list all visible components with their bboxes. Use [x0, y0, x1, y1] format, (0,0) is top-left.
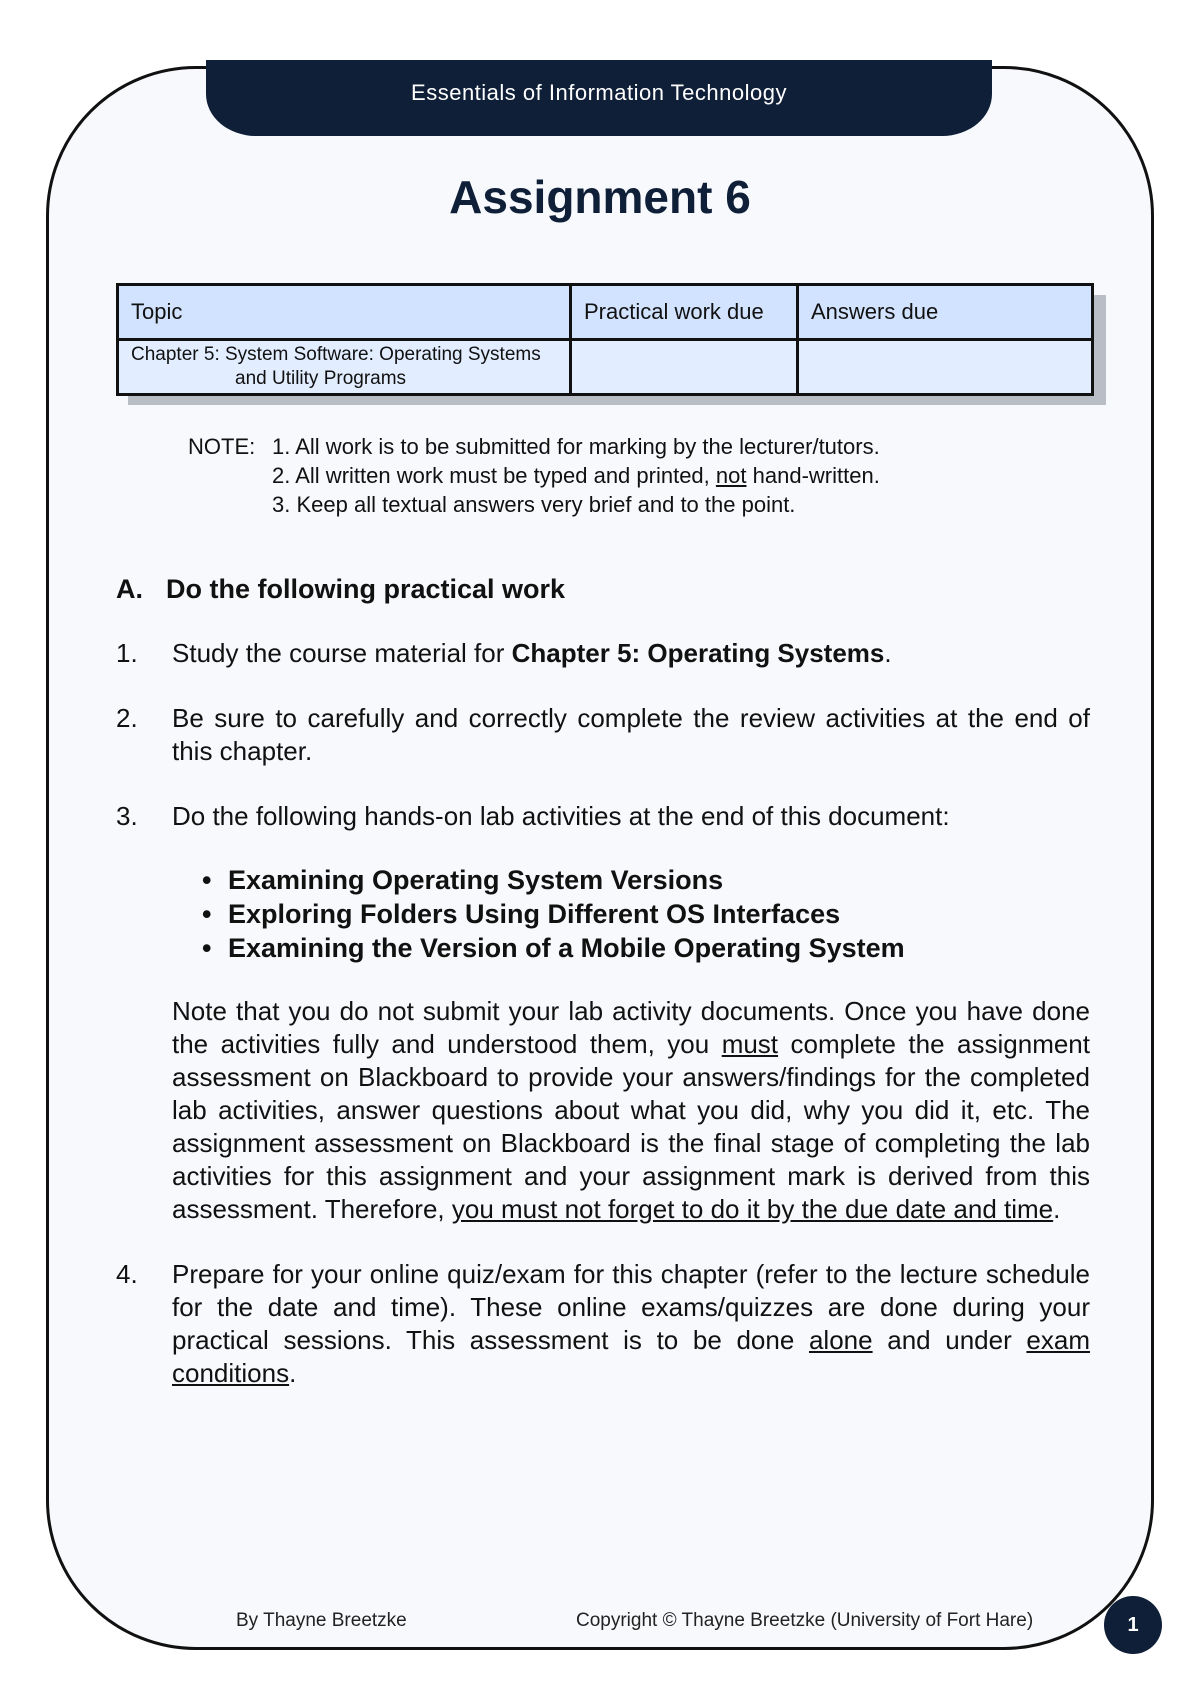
alone-emphasis: alone: [808, 1325, 873, 1355]
must-emphasis: must: [721, 1029, 779, 1059]
table-header-row: [118, 285, 1093, 340]
note-not-emphasis: not: [715, 463, 747, 488]
topic-table: [116, 283, 1094, 396]
answers-due-cell: [798, 340, 1093, 395]
note-label: NOTE:: [188, 434, 256, 459]
practical-due-cell: [571, 340, 798, 395]
footer-author: By Thayne Breetzke: [236, 1610, 407, 1631]
header-practical-due: Practical work due: [571, 285, 798, 340]
page-number-badge: 1: [1104, 1596, 1162, 1654]
header-topic: Topic: [118, 285, 571, 340]
table-row: [118, 340, 1093, 395]
exam-conditions-emphasis: exam conditions: [172, 1325, 1090, 1388]
item-number: 4.: [116, 1259, 138, 1289]
course-title: Essentials of Information Technology: [411, 80, 787, 105]
list-item: [116, 1258, 1090, 1390]
item-number: 2.: [116, 703, 138, 733]
page-title: Assignment 6: [449, 171, 751, 223]
item-2-text: Be sure to carefully and correctly complete the review activities at the end of this chapter.: [172, 703, 1090, 766]
practical-work-list: [116, 637, 1090, 1422]
list-item: [116, 800, 1090, 1226]
topic-table-wrapper: [116, 283, 1094, 393]
lab-activity-item: • Exploring Folders Using Different OS Interfaces: [202, 897, 1090, 931]
list-item: [116, 637, 1090, 670]
lab-activity-item: • Examining Operating System Versions: [202, 863, 1090, 897]
section-heading: [116, 574, 565, 605]
note-item-2: 2. All written work must be typed and printed, not hand-written.: [272, 463, 880, 488]
header-answers-due: Answers due: [798, 285, 1093, 340]
lab-note-paragraph: Note that you do not submit your lab activity documents. Once you have done the activities fully and understood them, you must complete the assignment assessment on Blackboard to provide your answers/findings for the completed lab activities, answer questions about what you did, why you did it, etc. The assignment assessment on Blackboard is the final stage of completing the lab activities for this assignment and your assignment mark is derived from this assessment. Therefore, you must not forget to do it by the due date and time.: [172, 996, 1090, 1224]
note-block: [188, 432, 1088, 519]
item-3-body: [172, 800, 1090, 1226]
item-3-text: Do the following hands-on lab activities at the end of this document:: [172, 801, 950, 831]
item-4-text: Prepare for your online quiz/exam for this chapter (refer to the lecture schedule for the date and time). These online exams/quizzes are done during your practical sessions. This assessment is to be done alone and under exam conditions.: [172, 1259, 1090, 1388]
item-1-text: Study the course material for Chapter 5: Operating Systems.: [172, 638, 892, 668]
topic-cell: [118, 340, 571, 395]
topic-line-2: and Utility Programs: [235, 368, 407, 389]
section-heading-text: Do the following practical work: [166, 574, 566, 604]
list-item: [116, 702, 1090, 768]
chapter-reference: Chapter 5: Operating Systems: [511, 638, 885, 668]
topic-line-1: Chapter 5: System Software: Operating Systems: [131, 344, 541, 365]
note-item-3: 3. Keep all textual answers very brief and to the point.: [272, 492, 796, 517]
item-number: 3.: [116, 801, 138, 831]
deadline-emphasis: you must not forget to do it by the due date and time: [451, 1194, 1054, 1224]
footer-copyright: Copyright © Thayne Breetzke (University of Fort Hare): [576, 1610, 1034, 1631]
note-item-1: 1. All work is to be submitted for marking by the lecturer/tutors.: [272, 434, 880, 459]
section-letter: A.: [116, 574, 143, 604]
lab-activity-item: • Examining the Version of a Mobile Operating System: [202, 931, 1090, 965]
item-number: 1.: [116, 638, 138, 668]
lab-activities-list: [172, 863, 1090, 965]
